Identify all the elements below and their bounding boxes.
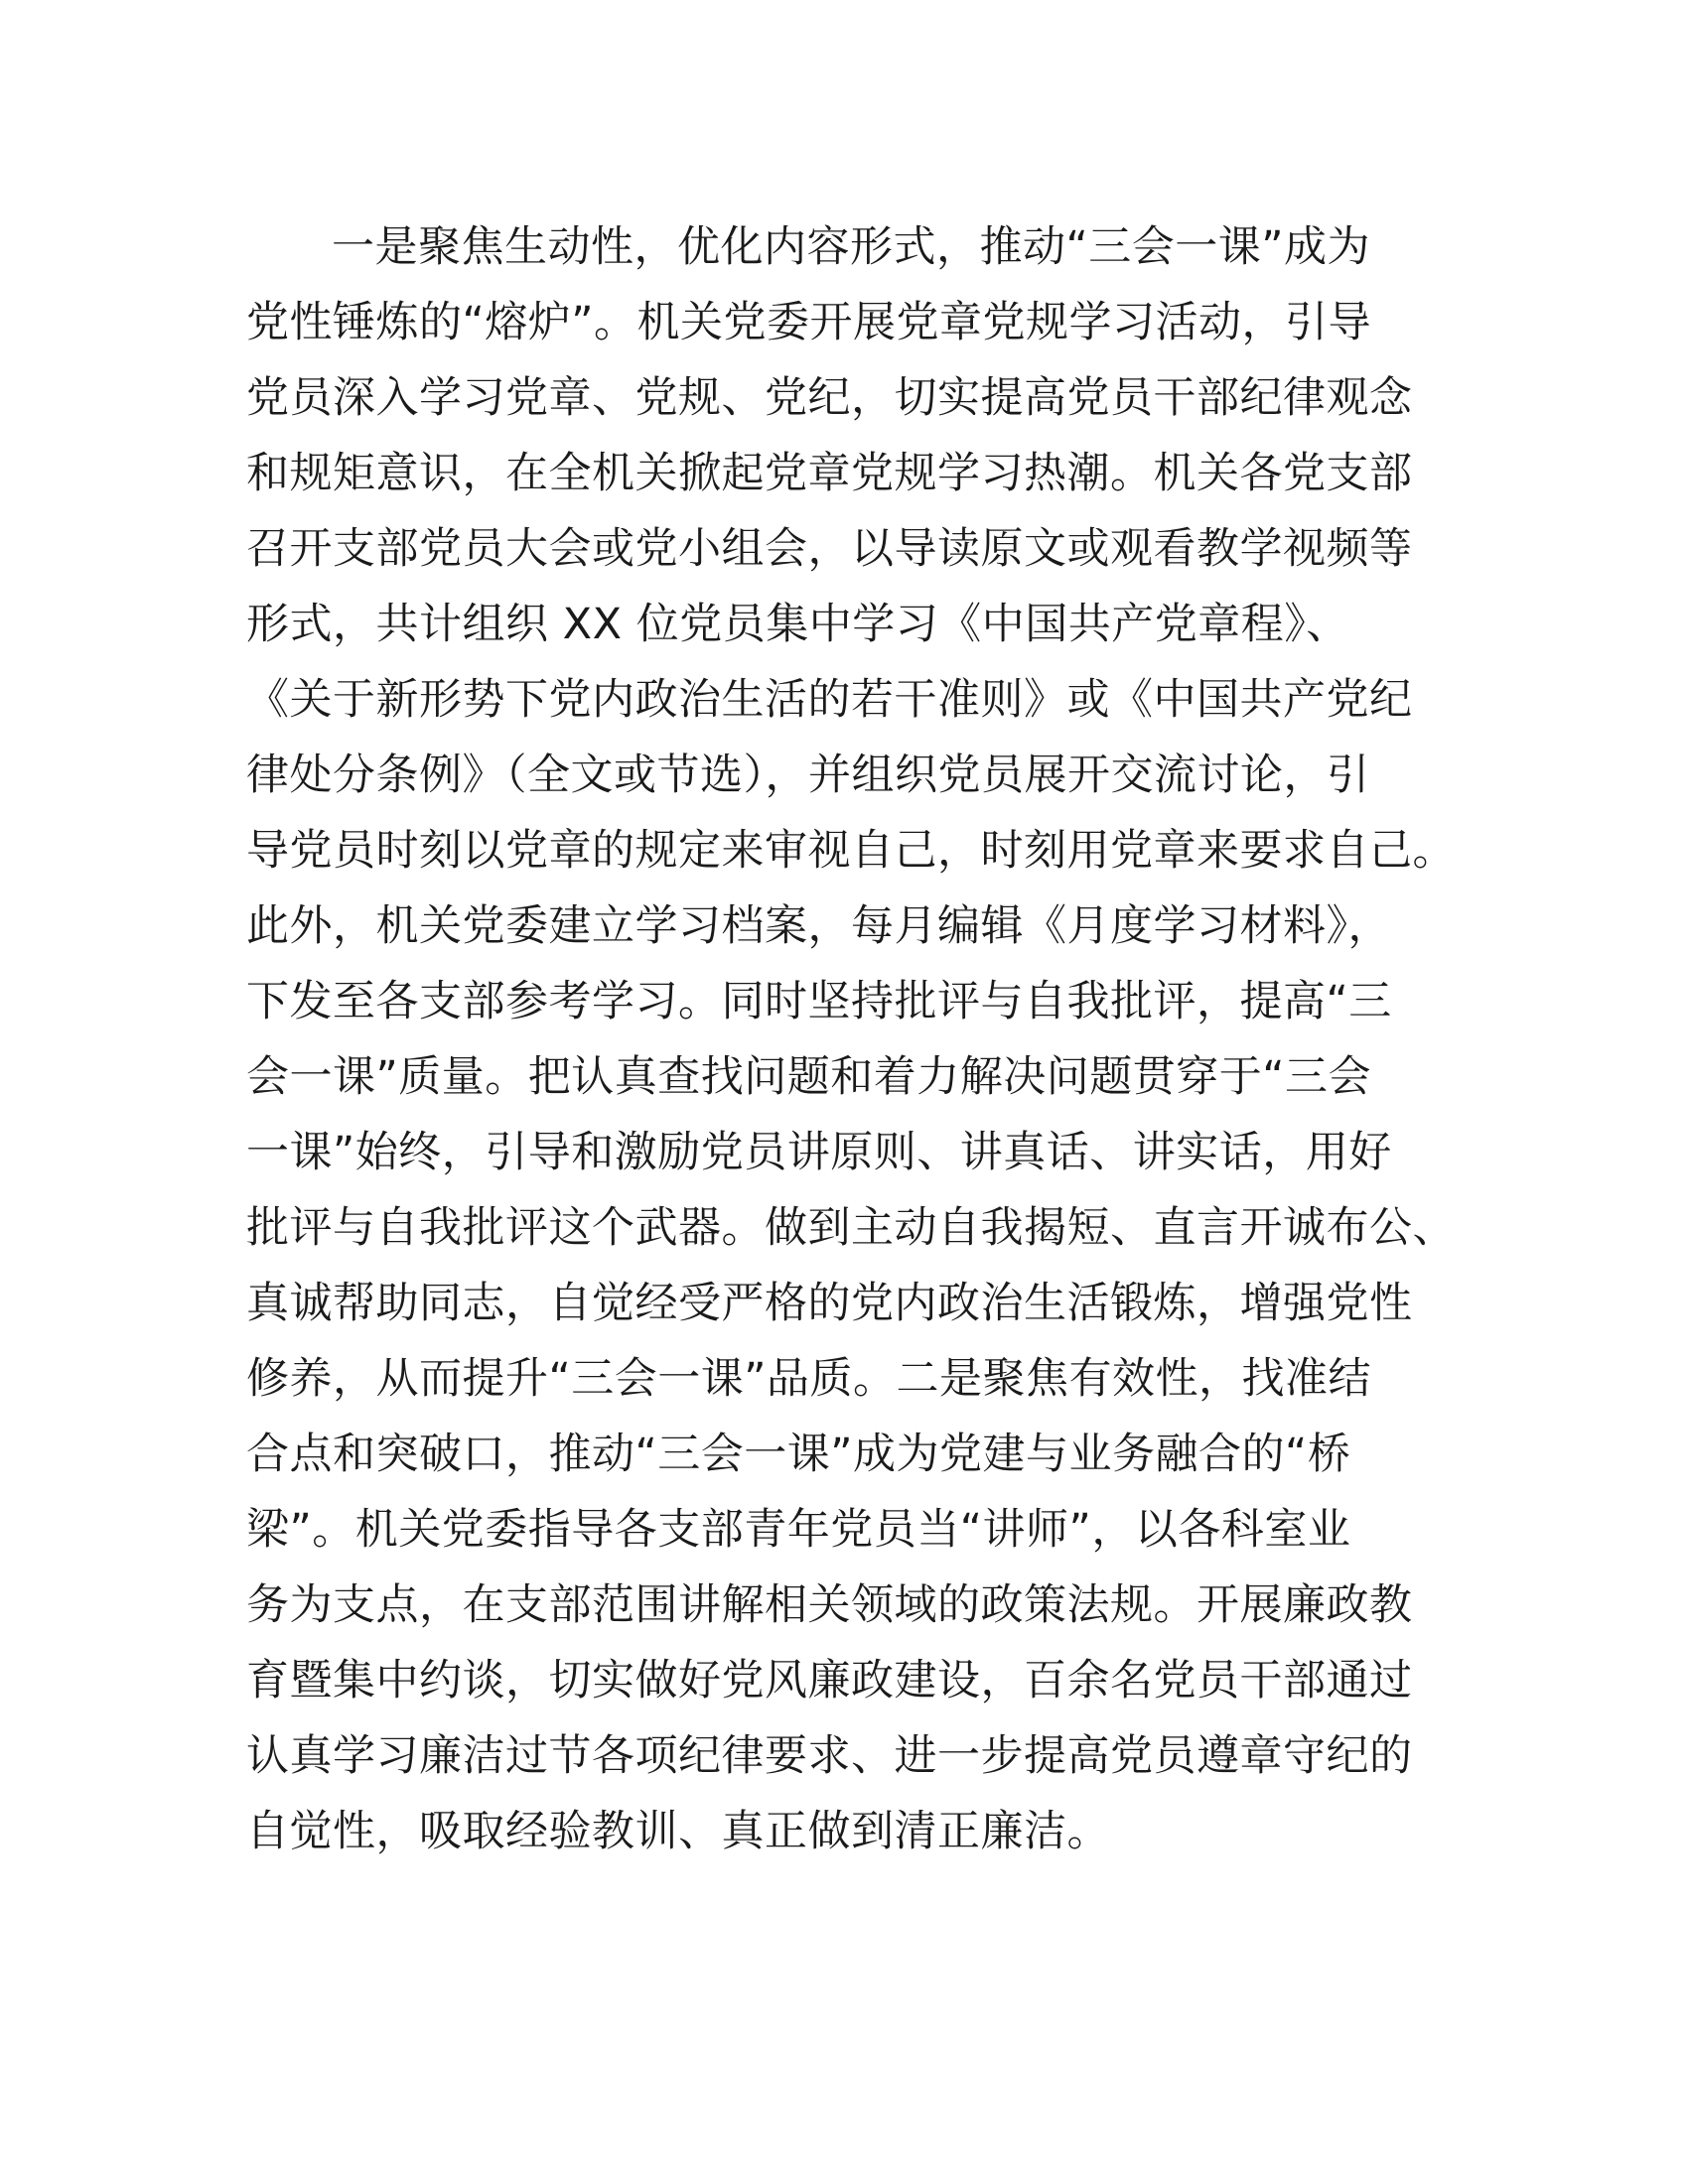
paragraph-line: 会一课”质量。把认真查找问题和着力解决问题贯穿于“三会 bbox=[246, 1052, 1372, 1102]
paragraph-line: 党性锤炼的“熔炉”。机关党委开展党章党规学习活动，引导 bbox=[246, 298, 1372, 347]
paragraph-line: 形式，共计组织 XX 位党员集中学习《中国共产党章程》、 bbox=[246, 600, 1349, 649]
paragraph-line: 律处分条例》（全文或节选），并组织党员展开交流讨论，引 bbox=[246, 751, 1370, 800]
paragraph-line: 一课”始终，引导和激励党员讲原则、讲真话、讲实话，用好 bbox=[246, 1128, 1392, 1177]
paragraph-line: 育暨集中约谈，切实做好党风廉政建设，百余名党员干部通过 bbox=[246, 1656, 1413, 1706]
paragraph-line: 真诚帮助同志，自觉经受严格的党内政治生活锻炼，增强党性 bbox=[246, 1279, 1413, 1328]
paragraph-line: 务为支点，在支部范围讲解相关领域的政策法规。开展廉政教 bbox=[246, 1580, 1413, 1630]
paragraph-line: 党员深入学习党章、党规、党纪，切实提高党员干部纪律观念 bbox=[246, 373, 1413, 423]
paragraph-line: 下发至各支部参考学习。同时坚持批评与自我批评，提高“三 bbox=[246, 977, 1392, 1026]
paragraph-line: 和规矩意识，在全机关掀起党章党规学习热潮。机关各党支部 bbox=[246, 449, 1413, 498]
paragraph-line: 此外，机关党委建立学习档案，每月编辑《月度学习材料》， bbox=[246, 901, 1391, 951]
paragraph-line: 梁”。机关党委指导各支部青年党员当“讲师”，以各科室业 bbox=[246, 1505, 1351, 1555]
paragraph-line: 认真学习廉洁过节各项纪律要求、进一步提高党员遵章守纪的 bbox=[246, 1731, 1413, 1781]
paragraph-line: 批评与自我批评这个武器。做到主动自我揭短、直言开诚布公、 bbox=[246, 1203, 1456, 1253]
paragraph-line: 一是聚焦生动性，优化内容形式，推动“三会一课”成为 bbox=[332, 222, 1371, 272]
body-paragraph bbox=[246, 209, 1456, 1869]
paragraph-line: 《关于新形势下党内政治生活的若干准则》或《中国共产党纪 bbox=[246, 675, 1413, 725]
paragraph-line: 导党员时刻以党章的规定来审视自己，时刻用党章来要求自己。 bbox=[246, 826, 1456, 876]
paragraph-line: 修养，从而提升“三会一课”品质。二是聚焦有效性，找准结 bbox=[246, 1354, 1372, 1404]
paragraph-line: 合点和突破口，推动“三会一课”成为党建与业务融合的“桥 bbox=[246, 1430, 1351, 1479]
paragraph-line: 召开支部党员大会或党小组会，以导读原文或观看教学视频等 bbox=[246, 524, 1413, 574]
paragraph-line: 自觉性，吸取经验教训、真正做到清正廉洁。 bbox=[246, 1807, 1110, 1856]
